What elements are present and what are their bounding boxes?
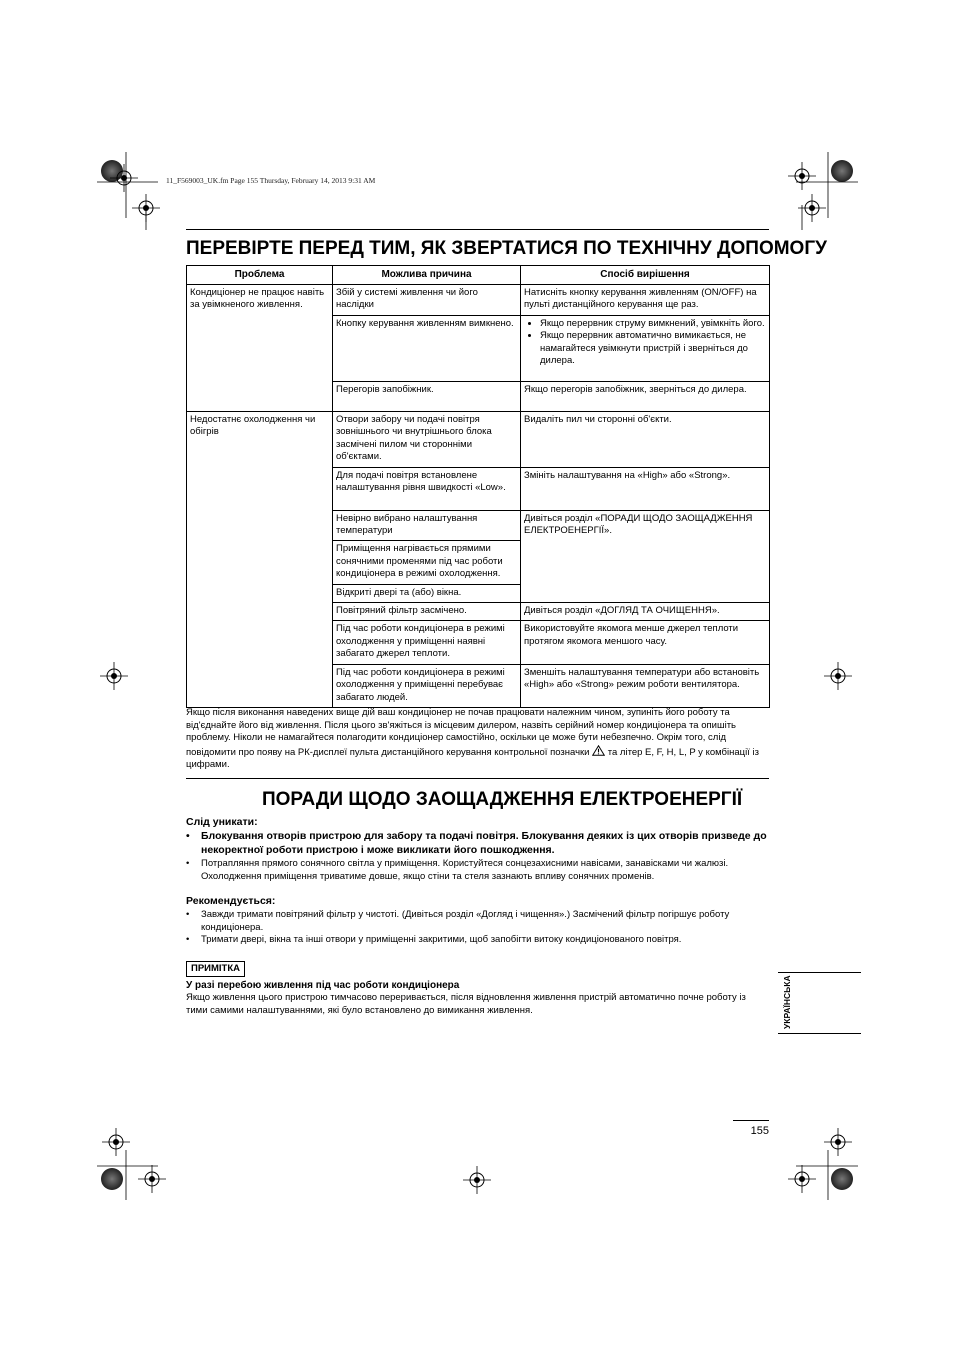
recommended-heading: Рекомендується: bbox=[186, 895, 276, 908]
solution-cell: Змініть налаштування на «High» або «Strong». bbox=[521, 467, 770, 510]
cause-cell: Збій у системі живлення чи його наслідки bbox=[333, 285, 521, 316]
cause-cell: Невірно вибрано налаштування температури bbox=[333, 510, 521, 541]
note-text: Якщо живлення цього пристрою тимчасово переривається, після відновлення живлення пристрій автоматично почне роботу із тими самими налаштуваннями, які було встановлено до вимикання живлення. bbox=[186, 992, 746, 1016]
solution-bullet: • Якщо перервник струму вимкнений, увімкніть його. bbox=[540, 318, 766, 330]
avoid-item: • Блокування отворів пристрою для забору та подачі повітря. Блокування деяких із цих отворів призведе до некоректної роботи пристрою і може викликати його пошкодження. bbox=[201, 829, 769, 857]
top-rule bbox=[186, 229, 769, 230]
page-number-rule bbox=[733, 1120, 769, 1121]
table-row bbox=[187, 412, 770, 468]
solution-cell: Дивіться розділ «ПОРАДИ ЩОДО ЗАОЩАДЖЕННЯ ЕЛЕКТРОЕНЕРГІЇ». bbox=[521, 510, 770, 602]
file-info-header: 11_F569003_UK.fm Page 155 Thursday, February 14, 2013 9:31 AM bbox=[166, 176, 376, 185]
recommended-item: • Тримати двері, вікна та інші отвори у приміщенні закритими, щоб запобігти витоку кондиціонованого повітря. bbox=[201, 934, 769, 947]
cause-cell: Під час роботи кондиціонера в режимі охолодження у приміщенні наявні забагато джерел теплоти. bbox=[333, 621, 521, 664]
cause-cell: Перегорів запобіжник. bbox=[333, 382, 521, 412]
solution-cell: Зменшіть налаштування температури або встановіть «High» або «Strong» режим роботи вентилятора. bbox=[521, 664, 770, 707]
avoid-item: • Потрапляння прямого сонячного світла у приміщення. Користуйтеся сонцезахисними навісами, занавісками чи жалюзі. Охолодження приміщення триватиме довше, якщо стіни та стеля зазнають впливу сонячних променів. bbox=[201, 858, 769, 883]
note-label: ПРИМІТКА bbox=[186, 961, 245, 977]
cause-cell: Отвори забору чи подачі повітря зовнішнього чи внутрішнього блока засмічені пилом чи сторонніми об'єктами. bbox=[333, 412, 521, 468]
avoid-heading: Слід уникати: bbox=[186, 816, 258, 828]
solution-cell: Видаліть пил чи сторонні об'єкти. bbox=[521, 412, 770, 468]
table-header-row bbox=[187, 266, 770, 285]
recommended-item: • Завжди тримати повітряний фільтр у чистоті. (Дивіться розділ «Догляд і чищення».) Засмічений фільтр погіршує роботу кондиціонера. bbox=[201, 909, 769, 934]
cause-cell: Під час роботи кондиціонера в режимі охолодження у приміщенні перебуває забагато людей. bbox=[333, 664, 521, 707]
solution-cell bbox=[521, 316, 770, 382]
solution-cell: Дивіться розділ «ДОГЛЯД ТА ОЧИЩЕННЯ». bbox=[521, 603, 770, 621]
solution-cell: Якщо перегорів запобіжник, зверніться до дилера. bbox=[521, 382, 770, 412]
cause-cell: Для подачі повітря встановлене налаштування рівня швидкості «Low». bbox=[333, 467, 521, 510]
cause-cell: Кнопку керування живленням вимкнено. bbox=[333, 316, 521, 382]
language-label: УКРАЇНСЬКА bbox=[782, 975, 792, 1029]
note-heading: У разі перебою живлення під час роботи кондиціонера bbox=[186, 980, 460, 991]
page-number: 155 bbox=[750, 1125, 769, 1137]
solution-cell: Натисніть кнопку керування живленням (ON/OFF) на пульті дистанційного керування ще раз. bbox=[521, 285, 770, 316]
column-header: Проблема bbox=[187, 266, 333, 285]
section-rule bbox=[186, 778, 769, 779]
table-row bbox=[187, 285, 770, 316]
cause-cell: Повітряний фільтр засмічено. bbox=[333, 603, 521, 621]
solution-bullet: • Якщо перервник автоматично вимикається, не намагайтеся увімкнути пристрій і зверніться до дилера. bbox=[540, 330, 766, 367]
cause-cell: Відкриті двері та (або) вікна. bbox=[333, 584, 521, 602]
cause-cell: Приміщення нагрівається прямими сонячними променями під час роботи кондиціонера в режимі охолодження. bbox=[333, 541, 521, 584]
problem-cell: Кондиціонер не працює навіть за увімкненого живлення. bbox=[187, 285, 333, 412]
warning-triangle-icon bbox=[592, 745, 605, 756]
troubleshooting-footnote: Якщо після виконання наведених вище дій ваш кондиціонер не почав працювати належним чином, зупиніть його роботу та від'єднайте його від живлення. Після цього зв'яжіться із місцевим дилером, назвіть серійний номер кондиціонера та опишіть проблему. Ніколи не намагайтеся полагодити кондиціонер самостійно, оскільки це може бути небезпечно. Окрім того, слід повідомити про появу на РК-дисплеї пульта дистанційного керування контрольної позначки та літер E, F, H, L, P у комбінації із цифрами. bbox=[186, 707, 759, 771]
solution-cell: Використовуйте якомога менше джерел теплоти протягом якомога меншого часу. bbox=[521, 621, 770, 664]
column-header: Можлива причина bbox=[333, 266, 521, 285]
column-header: Спосіб вирішення bbox=[521, 266, 770, 285]
note-section bbox=[186, 979, 769, 1017]
troubleshooting-table bbox=[186, 265, 770, 708]
troubleshooting-title: ПЕРЕВІРТЕ ПЕРЕД ТИМ, ЯК ЗВЕРТАТИСЯ ПО ТЕХНІЧНУ ДОПОМОГУ bbox=[186, 238, 827, 259]
language-tab bbox=[778, 972, 861, 1034]
problem-cell: Недостатнє охолодження чи обігрів bbox=[187, 412, 333, 708]
energy-section bbox=[186, 815, 769, 947]
energy-title: ПОРАДИ ЩОДО ЗАОЩАДЖЕННЯ ЕЛЕКТРОЕНЕРГІЇ bbox=[262, 789, 743, 810]
